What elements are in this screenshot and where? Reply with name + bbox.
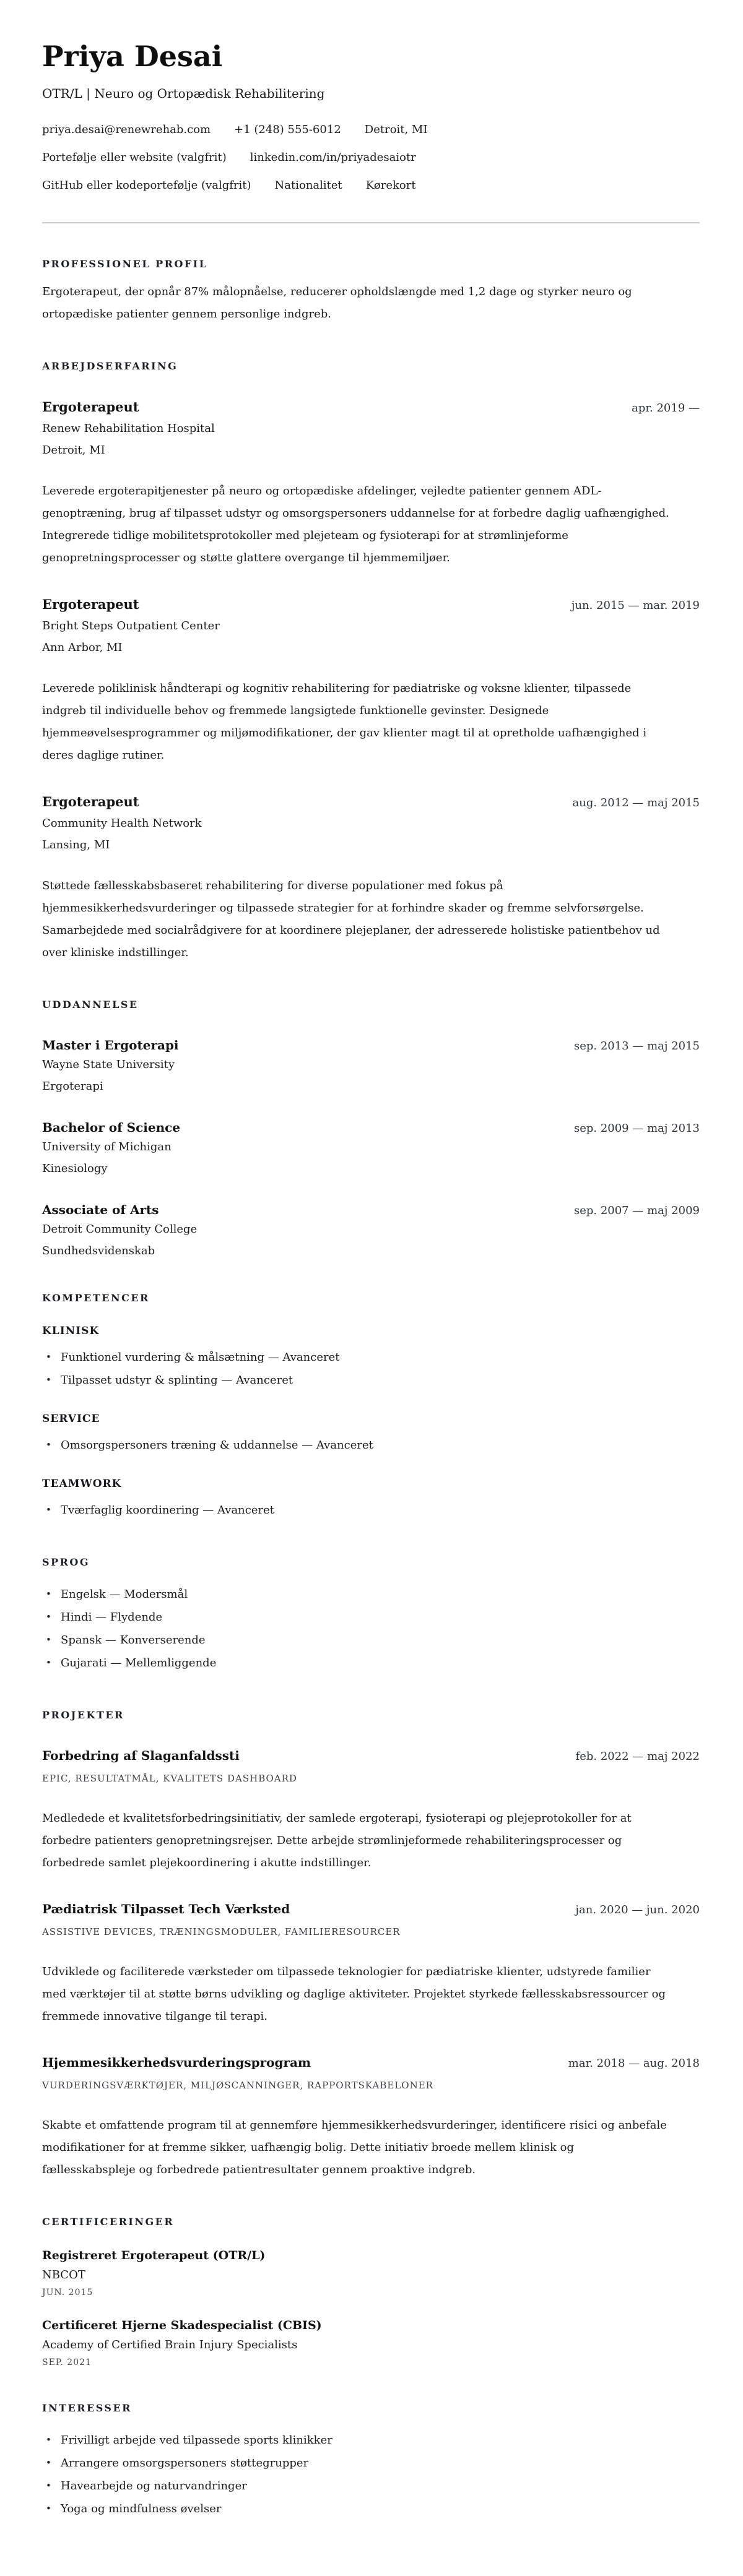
job-location: Detroit, MI: [42, 443, 105, 457]
language-item: • Spansk — Konverserende: [42, 1629, 700, 1652]
job-item: [42, 794, 700, 964]
skill-item: • Tilpasset udstyr & splinting — Avanceret: [42, 1369, 700, 1392]
job-title-row: [42, 399, 700, 415]
interest-list: [42, 2429, 700, 2520]
project-dates: mar. 2018 — aug. 2018: [568, 2056, 700, 2070]
education-school: Detroit Community College: [42, 1222, 198, 1236]
project-tags: VURDERINGSVÆRKTØJER, MILJØSCANNINGER, RAPPORTSKABELONER: [42, 2079, 433, 2091]
project-description: Udviklede og faciliterede værksteder om tilpassede teknologier for pædiatriske klienter, udstyrede familier med værktøjer til at støtte børns udvikling og daglige aktiviteter. Projektet styrkede fællesskabsressourcer og fremmede innovative tilgange til terapi.: [42, 1965, 666, 2023]
skill-list: [42, 1499, 700, 1522]
job-title-row: [42, 794, 700, 809]
interest-item: • Frivilligt arbejde ved tilpassede sports klinikker: [42, 2429, 700, 2452]
certification-issuer: Academy of Certified Brain Injury Specialists: [42, 2338, 298, 2351]
job-company: Bright Steps Outpatient Center: [42, 619, 220, 632]
job-item: [42, 399, 700, 569]
education-field: Kinesiology: [42, 1161, 108, 1175]
skill-list: [42, 1434, 700, 1457]
section-heading-languages: SPROG: [42, 1556, 90, 1568]
education-dates: sep. 2007 — maj 2009: [573, 1204, 700, 1217]
project-description: Skabte et omfattende program til at gennemføre hjemmesikkerhedsvurderinger, identificere risici og anbefale modifikationer for at fremme sikker, uafhængig bolig. Dette initiativ broede mellem klinisk og fællesskabspleje og forbedrede patientresultater gennem proaktive indgreb.: [42, 2118, 667, 2176]
header-divider: [42, 222, 700, 223]
education-school: Wayne State University: [42, 1058, 175, 1071]
project-item: [42, 1902, 700, 2028]
profile-summary: Ergoterapeut, der opnår 87% målopnåelse, reducerer opholdslængde med 1,2 dage og styrker neuro og ortopædiske patienter gennem personlige indgreb.: [42, 285, 632, 321]
job-dates: jun. 2015 — mar. 2019: [571, 598, 700, 612]
language-item: • Engelsk — Modersmål: [42, 1583, 700, 1606]
education-dates: sep. 2013 — maj 2015: [573, 1039, 700, 1053]
skill-item: • Omsorgspersoners træning & uddannelse — Avanceret: [42, 1434, 700, 1457]
project-title-row: [42, 2055, 700, 2070]
job-title: Ergoterapeut: [42, 793, 139, 809]
education-dates: sep. 2009 — maj 2013: [573, 1121, 700, 1135]
section-education: [42, 999, 700, 1257]
contact-block: [42, 122, 700, 194]
project-dates: feb. 2022 — maj 2022: [575, 1749, 700, 1763]
education-school: University of Michigan: [42, 1140, 172, 1153]
job-company: Community Health Network: [42, 816, 202, 830]
certification-issuer: NBCOT: [42, 2268, 85, 2281]
language-list: [42, 1583, 700, 1674]
project-tags: EPIC, RESULTATMÅL, KVALITETS DASHBOARD: [42, 1772, 297, 1784]
job-company: Renew Rehabilitation Hospital: [42, 421, 215, 435]
contact-nationality-placeholder: Nationalitet: [274, 178, 342, 192]
project-title-row: [42, 1902, 700, 1916]
section-interests: [42, 2402, 700, 2520]
degree-title: Master i Ergoterapi: [42, 1037, 179, 1053]
education-title-row: [42, 1120, 700, 1135]
degree-title: Associate of Arts: [42, 1202, 159, 1217]
skill-item: • Funktionel vurdering & målsætning — Avanceret: [42, 1346, 700, 1369]
degree-title: Bachelor of Science: [42, 1119, 181, 1135]
section-heading-interests: INTERESSER: [42, 2402, 132, 2414]
job-location: Lansing, MI: [42, 838, 110, 851]
project-item: [42, 1748, 700, 1874]
contact-linkedin: linkedin.com/in/priyadesaiotr: [250, 150, 416, 164]
job-dates: aug. 2012 — maj 2015: [572, 796, 700, 809]
language-item: • Hindi — Flydende: [42, 1606, 700, 1629]
project-title: Pædiatrisk Tilpasset Tech Værksted: [42, 1901, 290, 1916]
contact-row: [42, 122, 700, 138]
project-item: [42, 2055, 700, 2181]
education-item: [42, 1038, 700, 1093]
section-heading-profile: PROFESSIONEL PROFIL: [42, 257, 208, 270]
project-dates: jan. 2020 — jun. 2020: [575, 1903, 700, 1916]
job-location: Ann Arbor, MI: [42, 640, 123, 654]
certification-title: Registreret Ergoterapeut (OTR/L): [42, 2248, 266, 2262]
contact-row: [42, 150, 700, 166]
job-dates: apr. 2019 —: [632, 401, 700, 415]
section-heading-certifications: CERTIFICERINGER: [42, 2215, 175, 2228]
certification-date: JUN. 2015: [42, 2287, 93, 2298]
project-tags: ASSISTIVE DEVICES, TRÆNINGSMODULER, FAMILIERESOURCER: [42, 1926, 401, 1937]
contact-github-placeholder: GitHub eller kodeportefølje (valgfrit): [42, 178, 251, 192]
interest-item: • Arrangere omsorgspersoners støttegrupper: [42, 2452, 700, 2475]
certification-title: Certificeret Hjerne Skadespecialist (CBIS): [42, 2318, 322, 2332]
contact-portfolio-placeholder: Portefølje eller website (valgfrit): [42, 150, 227, 164]
project-title-row: [42, 1748, 700, 1763]
education-field: Sundhedsvidenskab: [42, 1244, 155, 1257]
education-item: [42, 1202, 700, 1257]
contact-email: priya.desai@renewrehab.com: [42, 123, 211, 136]
section-experience: [42, 360, 700, 964]
contact-row: [42, 178, 700, 194]
job-title-row: [42, 597, 700, 612]
education-field: Ergoterapi: [42, 1079, 103, 1093]
skill-group-heading: TEAMWORK: [42, 1477, 122, 1490]
section-projects: [42, 1709, 700, 2181]
skill-group-heading: KLINISK: [42, 1324, 100, 1337]
job-description: Leverede poliklinisk håndterapi og kognitiv rehabilitering for pædiatriske og voksne klienter, tilpassede indgreb til individuelle behov og fremmede langsigtede funktionelle gevinster. Designede hjemmeøvelsesprogrammer og miljømodifikationer, der gav klienter magt til at opretholde uafhængighed i deres daglige rutiner.: [42, 681, 647, 762]
education-item: [42, 1120, 700, 1175]
section-profile: [42, 258, 700, 325]
job-title: Ergoterapeut: [42, 596, 139, 612]
contact-license-placeholder: Kørekort: [365, 178, 416, 192]
interest-item: • Havearbejde og naturvandringer: [42, 2475, 700, 2497]
section-heading-projects: PROJEKTER: [42, 1708, 124, 1721]
language-item: • Gujarati — Mellemliggende: [42, 1652, 700, 1674]
certification-item: [42, 2319, 700, 2367]
contact-location: Detroit, MI: [364, 123, 428, 136]
section-certifications: [42, 2216, 700, 2367]
certification-item: [42, 2249, 700, 2298]
certification-date: SEP. 2021: [42, 2357, 92, 2367]
project-title: Hjemmesikkerhedsvurderingsprogram: [42, 2054, 311, 2070]
education-title-row: [42, 1038, 700, 1053]
section-heading-experience: ARBEJDSERFARING: [42, 360, 178, 372]
job-title: Ergoterapeut: [42, 398, 139, 415]
skill-group-heading: SERVICE: [42, 1412, 100, 1425]
section-heading-skills: KOMPETENCER: [42, 1291, 150, 1304]
candidate-headline: OTR/L | Neuro og Ortopædisk Rehabilitering: [42, 85, 325, 101]
interest-item: • Yoga og mindfulness øvelser: [42, 2497, 700, 2520]
skill-item: • Tværfaglig koordinering — Avanceret: [42, 1499, 700, 1522]
section-languages: [42, 1556, 700, 1674]
candidate-name: Priya Desai: [42, 40, 223, 73]
education-title-row: [42, 1202, 700, 1217]
contact-phone: +1 (248) 555-6012: [234, 123, 341, 136]
job-item: [42, 597, 700, 767]
skill-list: [42, 1346, 700, 1392]
project-title: Forbedring af Slaganfaldssti: [42, 1747, 240, 1763]
section-skills: [42, 1292, 700, 1522]
resume-header: [42, 41, 700, 223]
project-description: Medledede et kvalitetsforbedringsinitiativ, der samlede ergoterapi, fysioterapi og plejeprotokoller for at forbedre patienters genopretningsrejser. Dette arbejde strømlinjeformede rehabiliteringsprocesser og forbedrede samlet plejekoordinering i akutte indstillinger.: [42, 1811, 632, 1869]
section-heading-education: UDDANNELSE: [42, 998, 139, 1010]
job-description: Leverede ergoterapitjenester på neuro og ortopædiske afdelinger, vejledte patienter gennem ADL-genoptræning, brug af tilpasset udstyr og omsorgspersoners uddannelse for at forbedre daglig uafhængighed. Integrerede tidlige mobilitetsprotokoller med plejeteam og fysioterapi for at strømlinjeforme genopretningsprocesser og støtte glattere overgange til hjemmemiljøer.: [42, 484, 669, 564]
job-description: Støttede fællesskabsbaseret rehabilitering for diverse populationer med fokus på hjemmesikkerhedsvurderinger og tilpassede strategier for at forhindre skader og fremme selvforsørgelse. Samarbejdede med socialrådgivere for at koordinere plejeplaner, der adresserede holistiske patientbehov ud over kliniske indstillinger.: [42, 879, 660, 959]
